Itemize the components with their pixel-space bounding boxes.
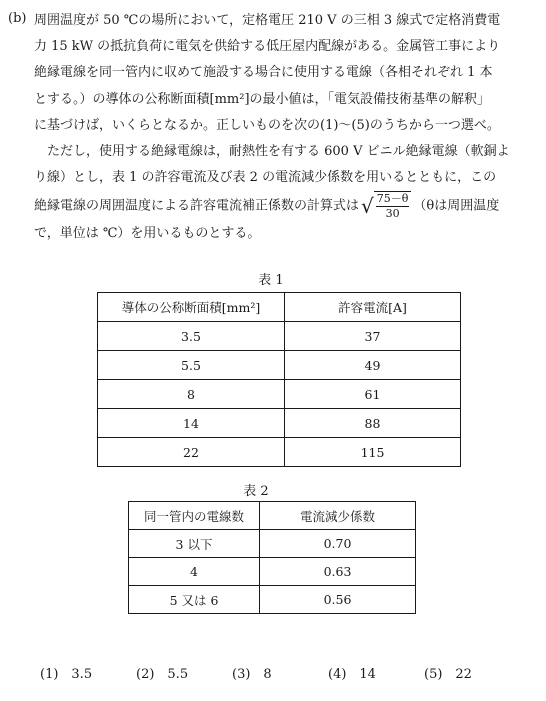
question-line: に基づけば，いくらとなるか。正しいものを次の(1)～(5)のうちから一つ選べ。 <box>34 117 500 133</box>
table-cell: 61 <box>285 380 461 409</box>
table1-caption: 表 1 <box>258 273 284 288</box>
answer-choices <box>40 663 520 682</box>
choice-5[interactable]: (5) 22 <box>424 667 472 682</box>
numerator: 75－θ <box>376 192 409 206</box>
table-row <box>98 409 461 438</box>
table-cell: 5.5 <box>98 351 285 380</box>
choice-2[interactable]: (2) 5.5 <box>136 667 189 682</box>
formula-line <box>34 191 530 221</box>
table-cell: 3 以下 <box>129 530 260 558</box>
question-line: 絶縁電線を同一管内に収めて施設する場合に使用する電線（各相それぞれ 1 本 <box>34 65 493 81</box>
note-line: ただし，使用する絶縁電線は，耐熱性を有する 600 V ビニル絶縁電線（軟銅よ <box>47 144 510 160</box>
table2-header: 同一管内の電線数 <box>129 502 260 530</box>
question-text <box>34 8 530 248</box>
sqrt-symbol: √ <box>361 194 374 219</box>
table-cell: 115 <box>285 438 461 467</box>
table-cell: 4 <box>129 558 260 586</box>
last-line: で，単位は ℃）を用いるものとする。 <box>34 226 261 242</box>
table2-header-row <box>129 502 416 530</box>
choice-3[interactable]: (3) 8 <box>232 667 272 682</box>
table-cell: 8 <box>98 380 285 409</box>
table2-caption: 表 2 <box>243 484 269 499</box>
denominator: 30 <box>385 207 400 221</box>
sqrt-formula <box>361 191 411 221</box>
question-line: とする。）の導体の公称断面積[mm²]の最小値は，「電気設備技術基準の解釈」 <box>34 91 491 107</box>
fraction <box>374 191 412 221</box>
table-row <box>98 380 461 409</box>
table-row <box>98 322 461 351</box>
table1-header: 導体の公称断面積[mm²] <box>98 293 285 322</box>
choice-1[interactable]: (1) 3.5 <box>40 667 93 682</box>
table2 <box>128 501 416 614</box>
table-cell: 0.70 <box>260 530 416 558</box>
table1 <box>97 292 461 467</box>
question-line: 力 15 kW の抵抗負荷に電気を供給する低圧屋内配線がある。金属管工事により <box>34 39 501 55</box>
formula-text-after: （θは周囲温度 <box>413 198 500 214</box>
table2-header: 電流減少係数 <box>260 502 416 530</box>
question-label: (b) <box>8 11 27 26</box>
table-cell: 0.56 <box>260 586 416 614</box>
choice-4[interactable]: (4) 14 <box>328 667 376 682</box>
table-cell: 0.63 <box>260 558 416 586</box>
table-cell: 88 <box>285 409 461 438</box>
table-row <box>129 586 416 614</box>
table-cell: 22 <box>98 438 285 467</box>
table-cell: 37 <box>285 322 461 351</box>
table-cell: 3.5 <box>98 322 285 351</box>
formula-text-before: 絶縁電線の周囲温度による許容電流補正係数の計算式は <box>34 198 360 214</box>
table-row <box>98 438 461 467</box>
table-cell: 5 又は 6 <box>129 586 260 614</box>
table-row <box>129 530 416 558</box>
table-cell: 14 <box>98 409 285 438</box>
note-line: り線）とし，表 1 の許容電流及び表 2 の電流減少係数を用いるとともに，この <box>34 170 497 186</box>
table-row <box>98 351 461 380</box>
question-line: 周囲温度が 50 ℃の場所において，定格電圧 210 V の三相 3 線式で定格消費電 <box>34 13 501 28</box>
table1-header: 許容電流[A] <box>285 293 461 322</box>
table1-header-row <box>98 293 461 322</box>
table-cell: 49 <box>285 351 461 380</box>
table-row <box>129 558 416 586</box>
